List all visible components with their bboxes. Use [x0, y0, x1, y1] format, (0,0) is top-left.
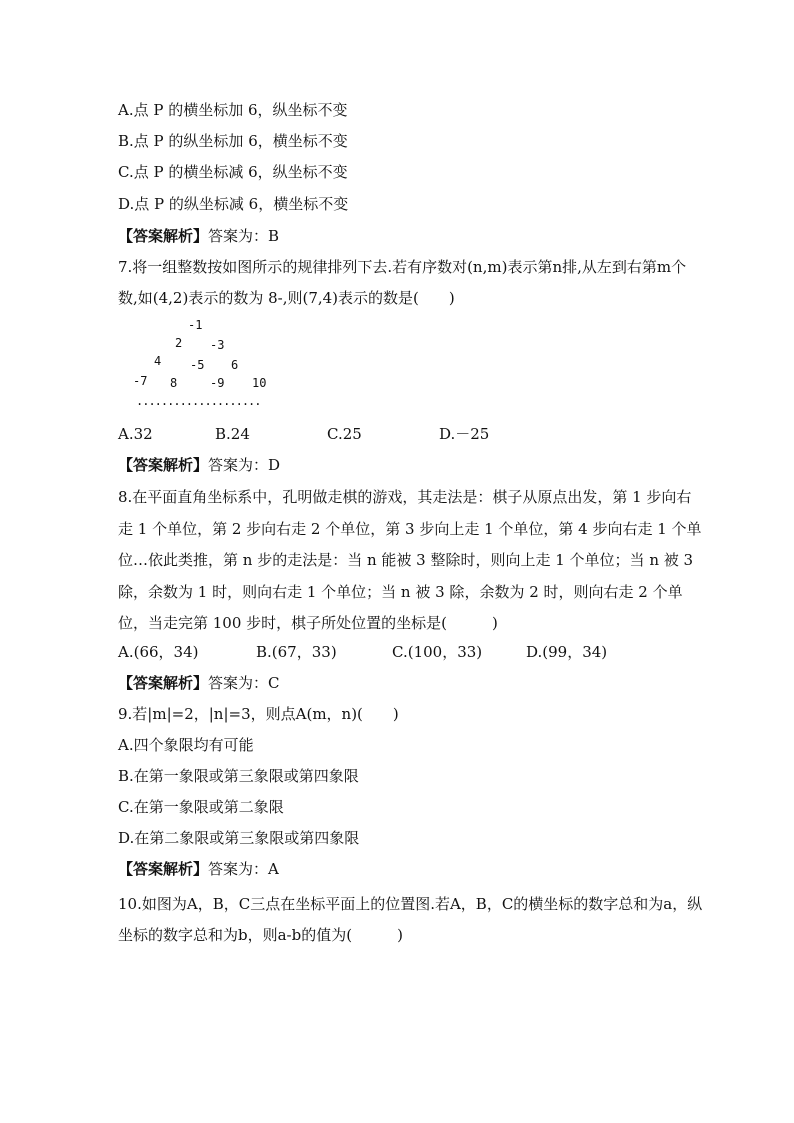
- q8-option-a: A.(66，34): [118, 643, 199, 661]
- pattern-number: 6: [231, 358, 239, 372]
- q8-option-b: B.(67，33): [256, 643, 337, 661]
- q7-option-b: B.24: [215, 425, 250, 443]
- q6-option-d: D.点 P 的纵坐标减 6，横坐标不变: [118, 195, 349, 213]
- pattern-number: 2: [175, 336, 183, 350]
- q6-answer: [118, 226, 718, 246]
- q8-option-c: C.(100，33): [392, 643, 483, 661]
- answer-text: 答案为：C: [208, 674, 280, 692]
- pattern-dots: ....................: [136, 394, 261, 408]
- q8-stem: 8.在平面直角坐标系中，孔明做走棋的游戏，其走法是：棋子从原点出发，第 1 步向右走 1 个单位，第 2 步向右走 2 个单位，第 3 步向上走 1 个单位，第 4 步向右走 1 个单位…依此类推，第 n 步的走法是：当 n 能被 3 整除时，则向上走 1 个单位；当 n 被 3 除，余数为 1 时，则向右走 1 个单位；当 n 被 3 除，余数为 2 时，则向右走 2 个单位，当走完第 100 步时，棋子所处位置的坐标是( ): [118, 488, 702, 632]
- answer-label: 【答案解析】: [118, 674, 209, 692]
- q9-option-c: C.在第一象限或第二象限: [118, 798, 284, 816]
- answer-label: 【答案解析】: [118, 227, 209, 245]
- answer-text: 答案为：D: [208, 456, 281, 474]
- q9-option-b: B.在第一象限或第三象限或第四象限: [118, 767, 359, 785]
- q6-option-a: A.点 P 的横坐标加 6，纵坐标不变: [118, 101, 348, 119]
- q6-option-c: C.点 P 的横坐标减 6，纵坐标不变: [118, 163, 348, 181]
- pattern-number: 4: [154, 354, 162, 368]
- q6-option-b: B.点 P 的纵坐标加 6，横坐标不变: [118, 132, 348, 150]
- pattern-number: 10: [252, 376, 267, 390]
- q9-answer: [118, 859, 718, 879]
- answer-text: 答案为：B: [208, 227, 280, 245]
- q8-options: [118, 642, 718, 662]
- pattern-number: -5: [190, 358, 205, 372]
- q7-option-a: A.32: [118, 425, 153, 443]
- q7-options: [118, 424, 718, 444]
- answer-label: 【答案解析】: [118, 456, 209, 474]
- q7-stem: 7.将一组整数按如图所示的规律排列下去.若有序数对(n,m)表示第n排,从左到右第m个数,如(4,2)表示的数为 8-,则(7,4)表示的数是( ): [118, 258, 687, 307]
- pattern-number: -9: [210, 376, 225, 390]
- q7-option-c: C.25: [327, 425, 362, 443]
- pattern-number: -3: [210, 338, 225, 352]
- pattern-number: -1: [188, 318, 203, 332]
- q7-option-d: D.－25: [439, 425, 490, 443]
- q8-answer: [118, 673, 718, 693]
- number-pattern-figure: [130, 312, 280, 412]
- q7-answer: [118, 455, 718, 475]
- q9-option-d: D.在第二象限或第三象限或第四象限: [118, 829, 360, 847]
- q9-stem: 9.若|m|=2，|n|=3，则点A(m，n)( ): [118, 705, 399, 723]
- answer-text: 答案为：A: [208, 860, 279, 878]
- q8-option-d: D.(99，34): [526, 643, 608, 661]
- q9-option-a: A.四个象限均有可能: [118, 736, 254, 754]
- pattern-number: 8: [170, 376, 178, 390]
- q10-stem: 10.如图为A，B，C三点在坐标平面上的位置图.若A，B，C的横坐标的数字总和为a，纵坐标的数字总和为b，则a-b的值为( ): [118, 895, 703, 944]
- pattern-number: -7: [133, 374, 148, 388]
- answer-label: 【答案解析】: [118, 860, 209, 878]
